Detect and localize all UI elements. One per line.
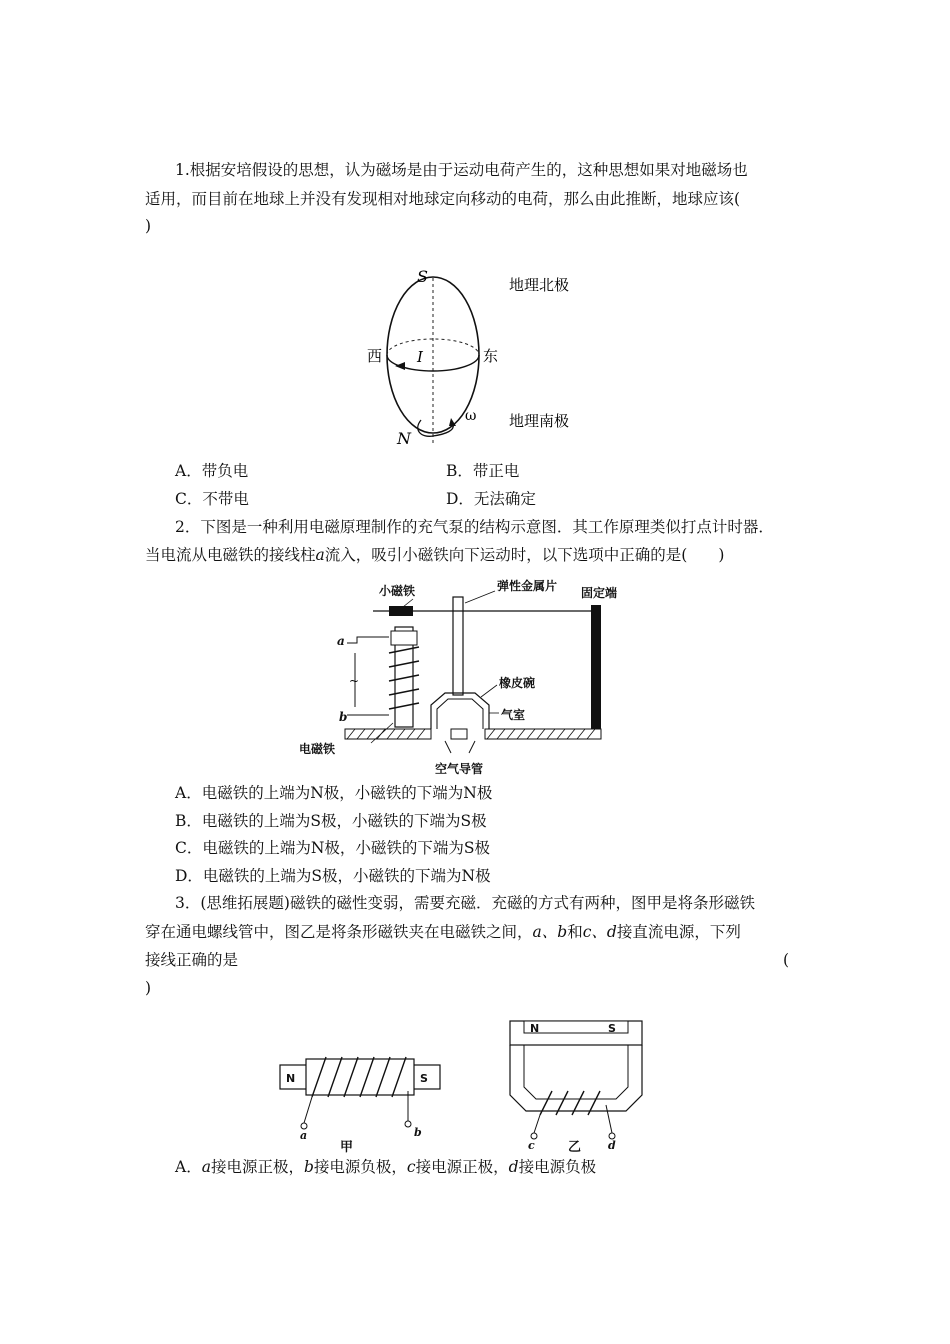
pole-label-n: N — [397, 429, 411, 448]
q1-option-d[interactable]: D．无法确定 — [446, 490, 536, 508]
q3-opt-a-v4: d — [508, 1158, 519, 1176]
q3-opt-a-t4: 接电源负极 — [518, 1158, 597, 1176]
q3-text-line2 — [145, 922, 741, 942]
q2-line2-post: 流入，吸引小磁铁向下运动时，以下选项中正确的是 — [324, 546, 682, 564]
q3-opt-a-t1: 接电源正极， — [210, 1158, 304, 1176]
q3-line2-post: 接直流电源，下列 — [616, 923, 741, 941]
jia-n-label: N — [286, 1072, 296, 1085]
q1-text-line2: 适用，而目前在地球上并没有发现相对地球定向移动的电荷，那么由此推断，地球应该( — [145, 190, 741, 208]
current-label: I — [417, 348, 423, 366]
q2-answer-paren: ( ) — [681, 546, 725, 564]
wire-a-label: a — [300, 1129, 308, 1142]
q3-opt-a-v1: a — [201, 1158, 211, 1176]
magnetizing-figures — [270, 1005, 650, 1155]
q2-option-a[interactable]: A．电磁铁的上端为N极，小磁铁的下端为N极 — [175, 784, 493, 802]
air-tube-label: 空气导管 — [435, 762, 484, 776]
electromagnet-label: 电磁铁 — [299, 742, 336, 756]
q3-opt-a-prefix: A． — [175, 1158, 202, 1176]
q3-text-line4: ) — [145, 979, 152, 997]
q2-line2-var: a — [315, 546, 325, 564]
q3-line2-mid: 和 — [567, 923, 583, 941]
air-chamber-label: 气室 — [501, 708, 526, 722]
small-magnet-label: 小磁铁 — [379, 584, 416, 598]
q3-line2-vars-cd: c、d — [582, 923, 617, 941]
jia-s-label: S — [420, 1072, 428, 1085]
q3-line2-vars-ab: a、b — [532, 923, 568, 941]
earth-magnetic-field-figure — [355, 260, 605, 455]
figure-jia-label: 甲 — [340, 1140, 354, 1155]
q3-opt-a-v3: c — [406, 1158, 416, 1176]
yi-s-label: S — [608, 1022, 616, 1035]
wire-d-label: d — [608, 1139, 616, 1152]
terminal-b-label: b — [339, 710, 348, 724]
q1-option-a[interactable]: A．带负电 — [175, 462, 249, 480]
wire-c-label: c — [528, 1139, 535, 1152]
q2-text-line2 — [145, 545, 724, 565]
q1-option-c[interactable]: C．不带电 — [175, 490, 249, 508]
west-label: 西 — [367, 347, 383, 365]
terminal-a-label: a — [337, 634, 345, 648]
q2-text-line1: 2．下图是一种利用电磁原理制作的充气泵的结构示意图．其工作原理类似打点计时器． — [175, 518, 774, 536]
ac-symbol: ~ — [349, 674, 360, 688]
yi-n-label: N — [530, 1022, 540, 1035]
figure-yi-label: 乙 — [568, 1140, 582, 1155]
omega-label: ω — [465, 408, 477, 424]
geographic-north-label: 地理北极 — [509, 276, 570, 294]
q2-option-d[interactable]: D．电磁铁的上端为S极，小磁铁的下端为N极 — [175, 867, 491, 885]
geographic-south-label: 地理南极 — [509, 412, 570, 430]
q2-option-b[interactable]: B．电磁铁的上端为S极，小磁铁的下端为S极 — [175, 812, 487, 830]
q3-answer-paren: ( — [783, 951, 790, 969]
wire-b-label: b — [414, 1126, 422, 1139]
rubber-bowl-label: 橡皮碗 — [499, 676, 536, 690]
pole-label-s: S — [417, 267, 428, 286]
q3-opt-a-t3: 接电源正极， — [415, 1158, 509, 1176]
q3-line2-pre: 穿在通电螺线管中，图乙是将条形磁铁夹在电磁铁之间， — [145, 923, 533, 941]
east-label: 东 — [483, 347, 499, 365]
q1-text-line3: ) — [145, 217, 152, 235]
q3-text-line3: 接线正确的是 — [145, 951, 239, 969]
q2-line2-pre: 当电流从电磁铁的接线柱 — [145, 546, 316, 564]
q2-option-c[interactable]: C．电磁铁的上端为N极，小磁铁的下端为S极 — [175, 839, 491, 857]
q1-text-line1: 1.根据安培假设的思想，认为磁场是由于运动电荷产生的，这种思想如果对地磁场也 — [175, 161, 748, 179]
fixed-end-label: 固定端 — [581, 586, 618, 600]
q1-option-b[interactable]: B．带正电 — [446, 462, 520, 480]
spring-plate-label: 弹性金属片 — [497, 579, 558, 593]
q3-text-line1: 3．(思维拓展题)磁铁的磁性变弱，需要充磁．充磁的方式有两种，图甲是将条形磁铁 — [175, 894, 755, 912]
q3-opt-a-t2: 接电源负极， — [313, 1158, 407, 1176]
q3-option-a[interactable] — [175, 1157, 596, 1177]
air-pump-figure — [285, 575, 625, 780]
q3-opt-a-v2: b — [303, 1158, 314, 1176]
